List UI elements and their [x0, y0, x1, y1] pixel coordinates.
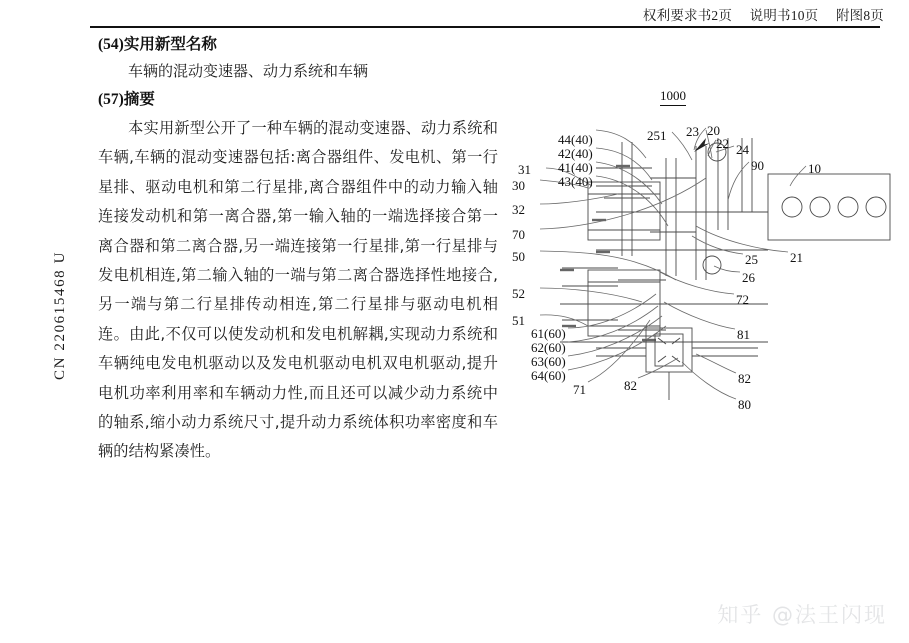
figure-callout: 41(40)	[558, 160, 593, 175]
figure-callout: 25	[745, 252, 758, 267]
abstract-heading	[98, 88, 498, 111]
abstract-column	[98, 33, 498, 467]
figure-callout: 24	[736, 142, 749, 157]
figure-callout: 82	[738, 371, 751, 386]
figure-callout: 32	[512, 202, 525, 217]
figure-callout: 64(60)	[531, 368, 566, 383]
figure-callout: 30	[512, 178, 525, 193]
header-description-pages: 说明书10页	[749, 8, 819, 23]
figure-callout: 44(40)	[558, 132, 593, 147]
figure-callout: 62(60)	[531, 340, 566, 355]
figure-callout: 50	[512, 249, 525, 264]
page-title: 车辆的混动变速器、动力系统和车辆	[128, 62, 369, 80]
figure-callout: 43(40)	[558, 174, 593, 189]
figure-callout: 80	[738, 397, 751, 412]
page-header	[548, 4, 884, 24]
figure-callout: 10	[808, 161, 821, 176]
header-drawings-pages: 附图8页	[835, 8, 884, 23]
figure-callout: 71	[573, 382, 586, 397]
figure-callout: 23	[686, 124, 699, 139]
site-watermark: 知乎 @法王闪现	[717, 603, 887, 627]
figure-callout: 22	[716, 136, 729, 151]
header-claims-pages: 权利要求书2页	[642, 8, 733, 23]
engine-block	[768, 174, 890, 240]
figure-callout: 61(60)	[531, 326, 566, 341]
abstract-text: 本实用新型公开了一种车辆的混动变速器、动力系统和车辆,车辆的混动变速器包括:离合器组件、发电机、第一行星排、驱动电机和第二行星排,离合器组件中的动力输入轴连接发动机和第一离合器,第一输入轴的一端选择接合第一离合器和第二离合器,另一端连接第一行星排,第一行星排与发电机相连,第二输入轴的一端与第二离合器选择性地接合,另一端与第二行星排传动相连,第二行星排与驱动电机相连。由此,不仅可以使发动机和发电机解耦,实现动力系统和车辆纯电发电机驱动以及发电机驱动电机双电机驱动,提升电机功率利用率和车辆动力性,而且还可以减少动力系统中的轴系,缩小动力系统尺寸,提升动力系统体积功率密度和车辆的结构紧凑性。	[98, 119, 498, 461]
input-arrow	[694, 138, 710, 152]
figure-callout: 72	[736, 292, 749, 307]
publication-number-spine: CN 220615468 U	[52, 250, 68, 380]
figure-callout: 90	[751, 158, 764, 173]
abstract-body	[98, 114, 498, 467]
figure-callout: 52	[512, 286, 525, 301]
figure-callout: 51	[512, 313, 525, 328]
figure-assembly-number: 1000	[660, 88, 686, 106]
figure-callout: 81	[737, 327, 750, 342]
figure-callout: 251	[647, 128, 667, 143]
header-divider-rule	[90, 26, 880, 28]
utility-model-title-heading	[98, 33, 498, 56]
figure-callout: 31	[518, 162, 531, 177]
title-section-label: 实用新型名称	[123, 35, 217, 53]
generator-bottom-band	[588, 230, 660, 240]
figure-callout: 21	[790, 250, 803, 265]
abstract-section-label: 摘要	[123, 90, 155, 108]
figure-callout: 82	[624, 378, 637, 393]
figure-callout: 20	[707, 123, 720, 138]
figure-callout: 26	[742, 270, 755, 285]
title-section-code: (54)	[98, 36, 124, 53]
figure-callout: 63(60)	[531, 354, 566, 369]
patent-figure	[500, 80, 900, 420]
figure-callout: 42(40)	[558, 146, 593, 161]
abstract-section-code: (57)	[98, 91, 124, 108]
figure-callout: 70	[512, 227, 525, 242]
